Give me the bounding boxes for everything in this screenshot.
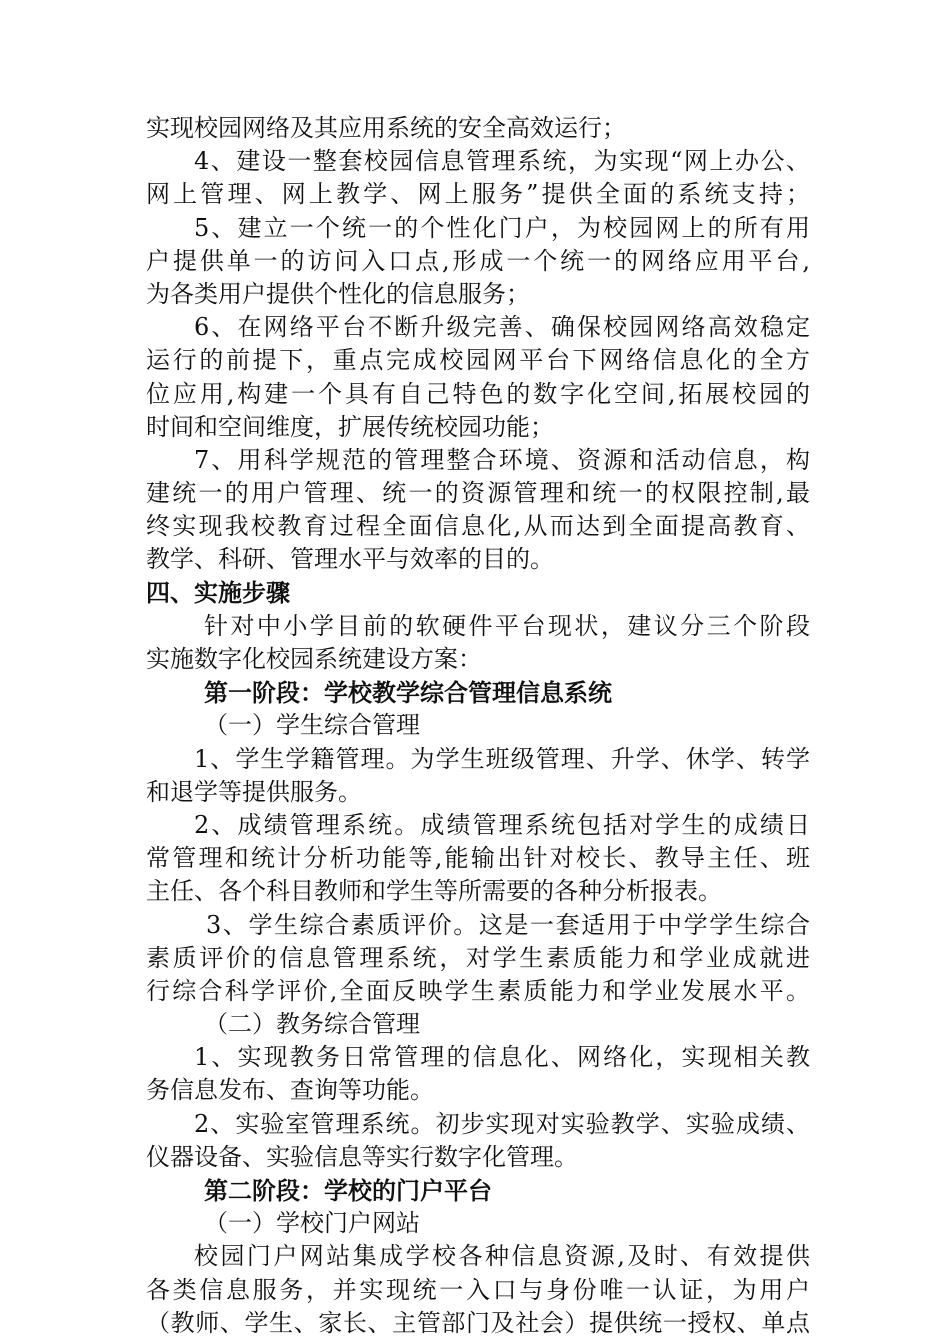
body-text-line: 校园门户网站集成学校各种信息资源,及时、有效提供 bbox=[194, 1242, 810, 1271]
body-text-line: 素质评价的信息管理系统，对学生素质能力和学业成就进 bbox=[146, 943, 810, 972]
body-text-line: 3、学生综合素质评价。这是一套适用于中学学生综合 bbox=[206, 910, 810, 939]
body-text-line: 为各类用户提供个性化的信息服务； bbox=[146, 279, 530, 308]
body-text-line: 运行的前提下，重点完成校园网平台下网络信息化的全方 bbox=[146, 346, 810, 375]
body-text-line: 实现校园网络及其应用系统的安全高效运行； bbox=[146, 114, 626, 142]
body-text-line: 教学、科研、管理水平与效率的目的。 bbox=[146, 545, 554, 574]
body-text-line: 针对中小学目前的软硬件平台现状，建议分三个阶段 bbox=[204, 611, 810, 640]
stage-heading: 第一阶段：学校教学综合管理信息系统 bbox=[204, 678, 612, 708]
body-text-line: 2、实验室管理系统。初步实现对实验教学、实验成绩、 bbox=[194, 1109, 810, 1138]
body-text-line: 建统一的用户管理、统一的资源管理和统一的权限控制,最 bbox=[146, 479, 810, 508]
body-text-line: （一）学生综合管理 bbox=[204, 711, 420, 740]
body-text-line: 和退学等提供服务。 bbox=[146, 777, 362, 806]
body-text-line: 1、实现教务日常管理的信息化、网络化，实现相关教 bbox=[194, 1043, 810, 1072]
body-text-line: 行综合科学评价,全面反映学生素质能力和学业发展水平。 bbox=[146, 976, 810, 1005]
body-text-line: 主任、各个科目教师和学生等所需要的各种分析报表。 bbox=[146, 877, 722, 906]
body-text-line: 1、学生学籍管理。为学生班级管理、升学、休学、转学 bbox=[194, 744, 810, 773]
body-text-line: 网上管理、网上教学、网上服务”提供全面的系统支持； bbox=[146, 180, 810, 209]
body-text-line: 7、用科学规范的管理整合环境、资源和活动信息，构 bbox=[194, 445, 810, 474]
body-text-line: 各类信息服务，并实现统一入口与身份唯一认证，为用户 bbox=[146, 1275, 810, 1304]
body-text-line: 务信息发布、查询等功能。 bbox=[146, 1076, 434, 1105]
body-text-line: （二）教务综合管理 bbox=[204, 1010, 420, 1039]
body-text-line: 常管理和统计分析功能等,能输出针对校长、教导主任、班 bbox=[146, 844, 810, 873]
body-text-line: （一）学校门户网站 bbox=[204, 1209, 420, 1238]
body-text-line: 位应用,构建一个具有自己特色的数字化空间,拓展校园的 bbox=[146, 379, 810, 408]
body-text-line: 4、建设一整套校园信息管理系统，为实现“网上办公、 bbox=[194, 147, 810, 176]
body-text-line: 6、在网络平台不断升级完善、确保校园网络高效稳定 bbox=[194, 313, 810, 342]
body-text-line: 实施数字化校园系统建设方案： bbox=[146, 645, 482, 673]
body-text-line: 5、建立一个统一的个性化门户，为校园网上的所有用 bbox=[194, 213, 810, 242]
section-heading: 四、实施步骤 bbox=[146, 578, 290, 607]
body-text-line: 终实现我校教育过程全面信息化,从而达到全面提高教育、 bbox=[146, 512, 810, 541]
body-text-line: 户提供单一的访问入口点,形成一个统一的网络应用平台, bbox=[146, 246, 810, 275]
document-page bbox=[146, 112, 810, 1340]
body-text-line: 仪器设备、实验信息等实行数字化管理。 bbox=[146, 1142, 578, 1171]
body-text-line: 时间和空间维度，扩展传统校园功能； bbox=[146, 412, 554, 441]
stage-heading: 第二阶段：学校的门户平台 bbox=[204, 1176, 492, 1205]
body-text-line: （教师、学生、家长、主管部门及社会）提供统一授权、单点 bbox=[146, 1308, 810, 1337]
body-text-line: 2、成绩管理系统。成绩管理系统包括对学生的成绩日 bbox=[194, 810, 810, 839]
